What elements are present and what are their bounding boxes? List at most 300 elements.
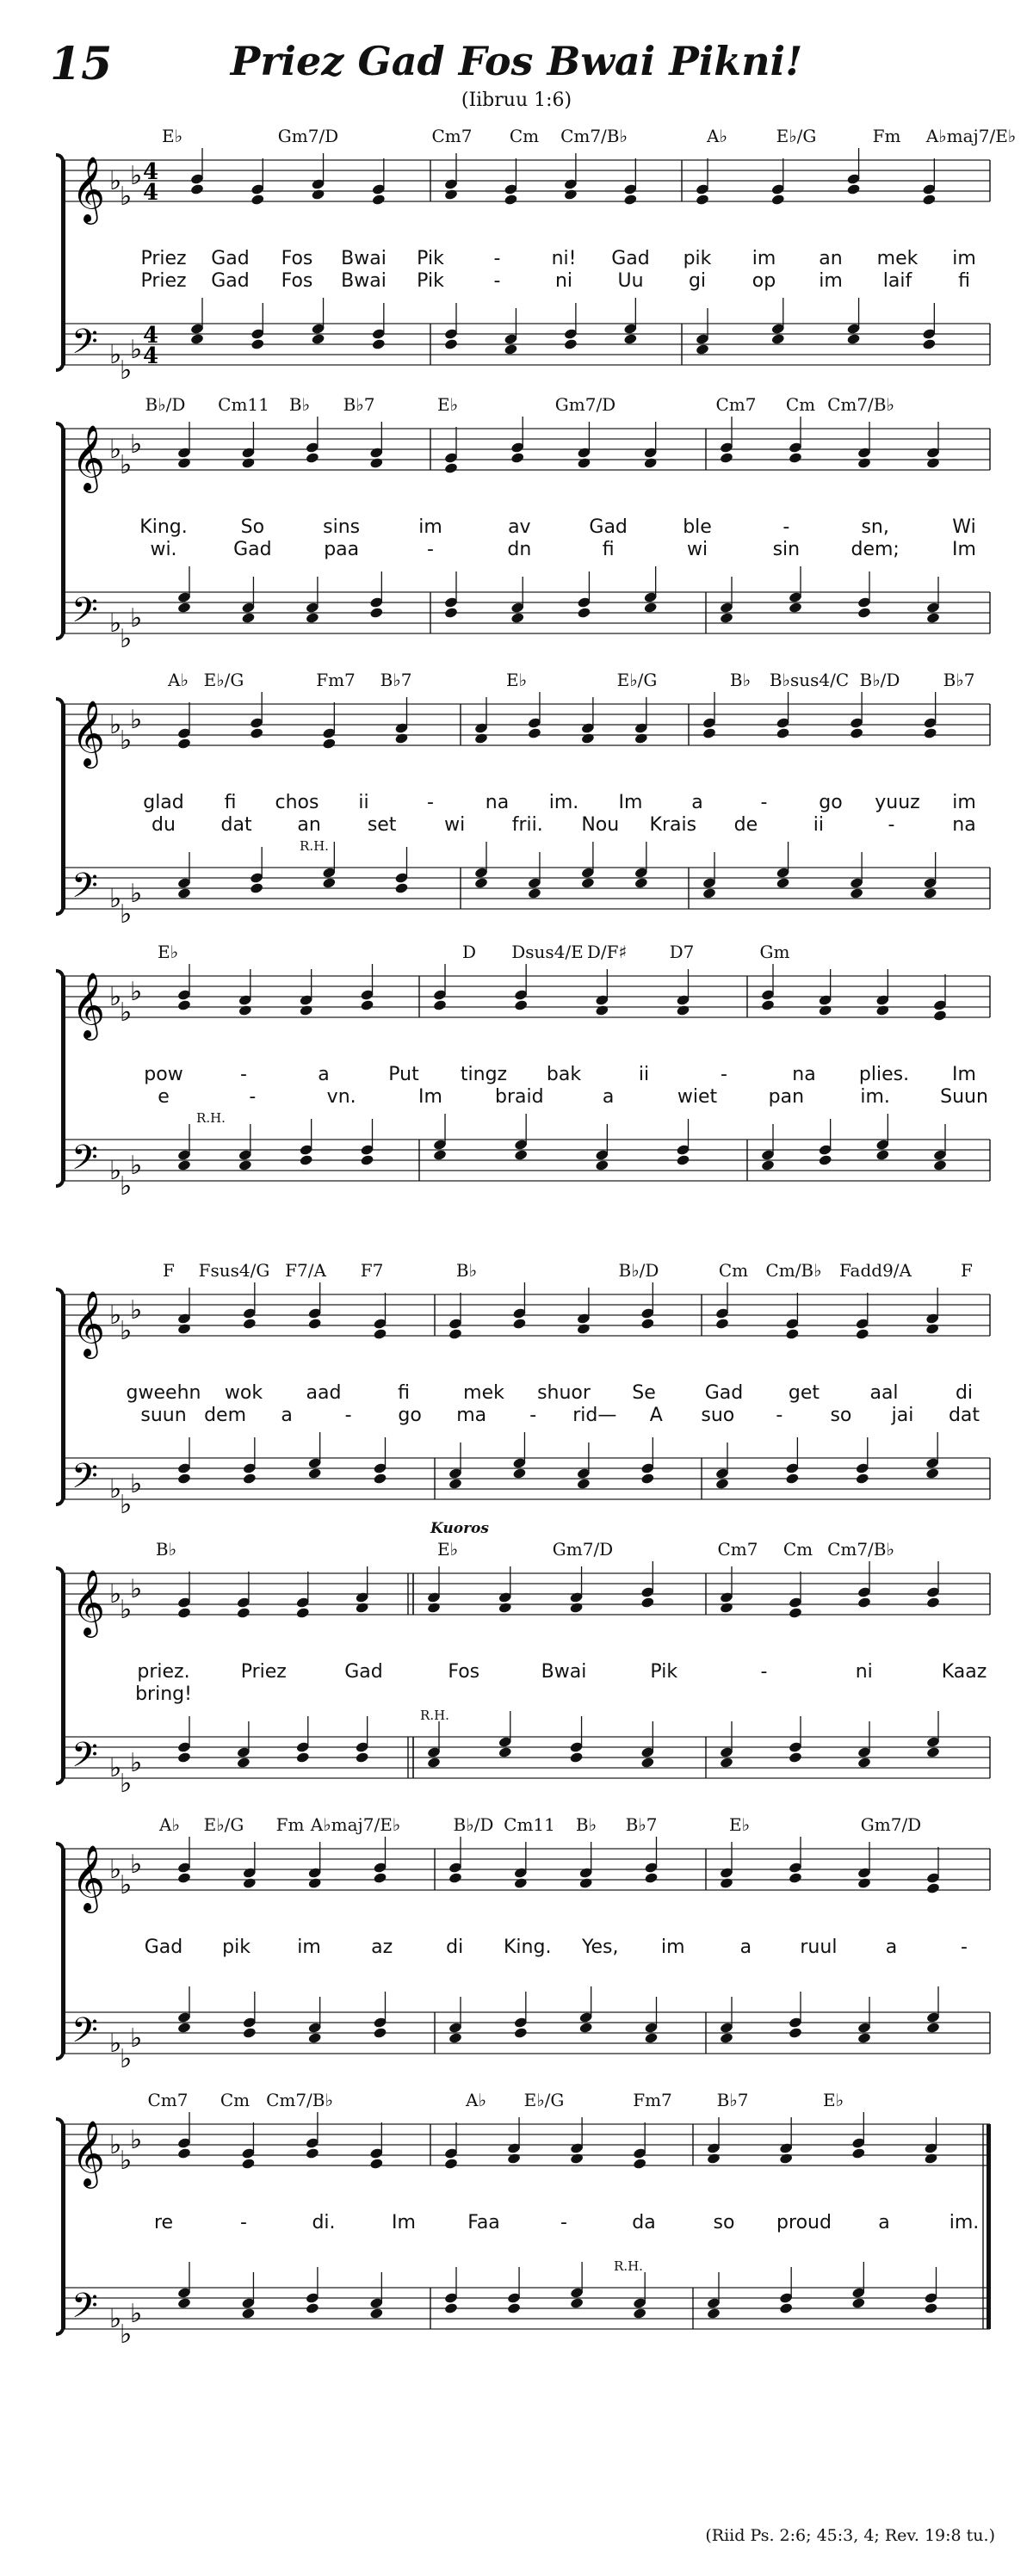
hymn-number: 15 xyxy=(50,38,113,90)
note-head xyxy=(177,602,192,614)
lyric-verse-2: wi xyxy=(686,539,708,560)
note-head xyxy=(322,877,337,889)
key-signature-flat: ♭ xyxy=(130,429,143,460)
note-head xyxy=(570,2297,585,2309)
note-head xyxy=(696,343,710,355)
chord-symbol: B♭/D xyxy=(145,394,186,415)
note-head xyxy=(369,457,384,469)
lyric-verse-1: wok xyxy=(224,1382,263,1404)
key-signature-flat: ♭ xyxy=(130,1151,143,1181)
lyric-verse-1: Se xyxy=(632,1382,656,1404)
note-head xyxy=(925,1467,940,1480)
note-head xyxy=(789,602,803,614)
score-system xyxy=(0,2090,1033,2351)
chord-symbol: Fsus4/G xyxy=(198,1260,270,1281)
note-head xyxy=(251,194,265,206)
note-head xyxy=(307,1467,322,1480)
right-hand-mark: R.H. xyxy=(420,1708,449,1723)
lyric-verse-1: aal xyxy=(869,1382,899,1404)
lyric-verse-1: - xyxy=(760,792,768,813)
score-system xyxy=(0,126,1033,387)
bass-clef: 𝄢 xyxy=(71,1138,98,1186)
note-head xyxy=(851,2147,866,2159)
key-signature-flat: ♭ xyxy=(120,450,133,480)
note-head xyxy=(857,1877,872,1889)
note-head xyxy=(926,1882,941,1894)
lyric-verse-1: ruul xyxy=(800,1937,838,1958)
chord-symbol: Cm7/B♭ xyxy=(560,126,628,146)
lyric-verse-1: Gad xyxy=(611,248,650,269)
chord-symbol: Cm7 xyxy=(717,1539,758,1560)
lyric-verse-1: priez. xyxy=(137,1661,190,1683)
lyric-verse-2: ni xyxy=(554,270,573,292)
chord-symbol: Fm7 xyxy=(633,2090,672,2110)
note-head xyxy=(676,1154,690,1166)
note-head xyxy=(307,1877,322,1889)
lyric-verse-1: So xyxy=(240,516,265,538)
key-signature-flat: ♭ xyxy=(109,2130,122,2160)
lyric-verse-1: pik xyxy=(683,248,712,269)
note-head xyxy=(634,732,649,744)
note-head xyxy=(394,882,409,894)
lyric-verse-2: so xyxy=(830,1405,852,1426)
lyric-verse-1: King. xyxy=(139,516,188,538)
note-head xyxy=(634,877,649,889)
chord-symbol: F xyxy=(163,1260,175,1281)
note-head xyxy=(243,2027,257,2039)
key-signature-flat: ♭ xyxy=(109,1753,122,1783)
note-head xyxy=(177,2297,192,2309)
chord-symbol: Fadd9/A xyxy=(839,1260,912,1281)
note-head xyxy=(498,1602,512,1614)
time-signature-bottom: 4 xyxy=(142,343,159,369)
lyric-verse-1: - xyxy=(427,792,434,813)
lyric-verse-1: a xyxy=(885,1937,898,1958)
lyric-verse-2: im xyxy=(819,270,843,292)
key-signature-flat: ♭ xyxy=(130,335,143,365)
lyric-verse-2: - xyxy=(776,1405,783,1426)
key-signature-flat: ♭ xyxy=(109,435,122,465)
chord-symbol: Cm xyxy=(718,1260,749,1281)
note-head xyxy=(926,612,941,624)
lyric-verse-2: vn. xyxy=(326,1086,356,1108)
lyric-verse-2: dem xyxy=(204,1405,246,1426)
note-head xyxy=(190,183,205,195)
lyric-verse-1: a xyxy=(878,2212,890,2233)
lyric-verse-1: sn, xyxy=(861,516,889,538)
note-head xyxy=(875,1149,890,1161)
note-head xyxy=(322,738,337,750)
key-signature-flat: ♭ xyxy=(130,1295,143,1325)
note-head xyxy=(720,452,734,464)
note-head xyxy=(643,602,658,614)
note-head xyxy=(926,1597,941,1609)
note-head xyxy=(595,1159,609,1171)
lyric-verse-2: - xyxy=(493,270,501,292)
note-head xyxy=(394,732,409,744)
lyric-verse-1: Gad xyxy=(589,516,628,538)
lyric-verse-1: ble xyxy=(683,516,712,538)
note-head xyxy=(720,1757,734,1769)
key-signature-flat: ♭ xyxy=(120,1769,133,1799)
lyric-verse-1: a xyxy=(739,1937,752,1958)
note-head xyxy=(427,1757,442,1769)
chord-symbol: F7/A xyxy=(285,1260,326,1281)
lyric-verse-2: Suun xyxy=(940,1086,988,1108)
lyric-verse-2: A xyxy=(649,1405,663,1426)
lyric-verse-2: Nou xyxy=(581,814,620,836)
lyric-verse-2: a xyxy=(602,1086,615,1108)
note-head xyxy=(922,194,937,206)
key-signature-flat: ♭ xyxy=(109,1579,122,1609)
note-head xyxy=(564,338,578,350)
chord-symbol: E♭ xyxy=(157,942,179,962)
note-head xyxy=(372,194,387,206)
treble-clef: 𝄞 xyxy=(71,424,106,491)
chord-symbol: F xyxy=(961,1260,973,1281)
note-head xyxy=(851,2297,866,2309)
lyric-verse-1: da xyxy=(632,2212,656,2233)
note-head xyxy=(923,887,937,899)
note-head xyxy=(360,999,374,1011)
lyric-verse-2: suun xyxy=(140,1405,187,1426)
note-head xyxy=(924,2302,938,2314)
lyric-verse-1: im. xyxy=(949,2212,980,2233)
treble-clef: 𝄞 xyxy=(71,2120,106,2186)
chord-symbol: Cm7 xyxy=(715,394,757,415)
chord-symbol: B♭/D xyxy=(618,1260,659,1281)
lyric-verse-1: fi xyxy=(224,792,237,813)
bass-clef: 𝄢 xyxy=(71,590,98,639)
key-signature-flat: ♭ xyxy=(130,1574,143,1604)
lyric-verse-2: - xyxy=(344,1405,352,1426)
note-head xyxy=(776,877,790,889)
note-head xyxy=(924,2153,938,2165)
chord-symbol: Cm7/B♭ xyxy=(827,394,894,415)
chord-symbol: E♭ xyxy=(505,670,528,690)
chord-symbol: Cm11 xyxy=(218,394,269,415)
note-head xyxy=(177,1323,192,1335)
hymn-header xyxy=(0,0,1033,112)
bass-clef: 𝄢 xyxy=(71,1456,98,1504)
note-head xyxy=(577,1323,591,1335)
note-head xyxy=(702,887,717,899)
key-signature-flat: ♭ xyxy=(130,161,143,191)
lyric-verse-2: dn xyxy=(507,539,532,560)
lyric-verse-2: Uu xyxy=(617,270,644,292)
note-head xyxy=(776,727,790,739)
note-head xyxy=(444,338,459,350)
chord-symbol: B♭ xyxy=(155,1539,177,1560)
key-signature-flat: ♭ xyxy=(120,998,133,1028)
note-head xyxy=(237,1607,251,1619)
lyric-verse-1: mek xyxy=(463,1382,504,1404)
lyric-verse-1: Priez xyxy=(140,248,187,269)
note-head xyxy=(373,1473,387,1485)
lyric-verse-1: - xyxy=(782,516,790,538)
note-head xyxy=(433,999,448,1011)
chord-symbol: Cm7 xyxy=(147,2090,189,2110)
key-signature-flat: ♭ xyxy=(120,2146,133,2176)
lyric-verse-1: - xyxy=(560,2212,567,2233)
note-head xyxy=(578,2022,593,2034)
key-signature-flat: ♭ xyxy=(120,355,133,386)
note-head xyxy=(306,2302,320,2314)
note-head xyxy=(504,194,518,206)
chord-symbol: A♭ xyxy=(159,1814,180,1835)
note-head xyxy=(514,2027,529,2039)
lyric-verse-1: ii xyxy=(638,1064,650,1085)
chord-symbol: Gm7/D xyxy=(554,394,616,415)
note-head xyxy=(707,2153,721,2165)
note-head xyxy=(818,1154,832,1166)
note-head xyxy=(427,1602,442,1614)
chord-symbol: B♭7 xyxy=(625,1814,658,1835)
note-head xyxy=(177,1872,192,1884)
lyric-verse-1: - xyxy=(493,248,501,269)
lyric-verse-1: im. xyxy=(548,792,579,813)
right-hand-mark: R.H. xyxy=(196,1110,226,1126)
note-head xyxy=(926,1746,941,1758)
note-head xyxy=(577,607,591,619)
lyric-verse-1: Wi xyxy=(952,516,976,538)
treble-clef: 𝄞 xyxy=(71,156,106,222)
lyric-verse-2: - xyxy=(529,1405,537,1426)
note-head xyxy=(569,1751,584,1764)
key-signature-flat: ♭ xyxy=(120,1316,133,1346)
note-head xyxy=(933,1010,948,1022)
note-head xyxy=(448,1478,463,1490)
chord-symbol: E♭ xyxy=(822,2090,844,2110)
chord-symbol: Cm xyxy=(785,394,816,415)
chord-symbol: Cm xyxy=(782,1539,813,1560)
chord-symbol: A♭ xyxy=(466,2090,486,2110)
note-head xyxy=(779,2302,794,2314)
treble-clef: 𝄞 xyxy=(71,972,106,1038)
scripture-reference: (Iibruu 1:6) xyxy=(461,90,572,111)
lyric-verse-1: - xyxy=(760,1661,768,1683)
note-head xyxy=(241,457,256,469)
lyric-verse-1: - xyxy=(961,1937,968,1958)
chord-symbol: D7 xyxy=(669,942,695,962)
lyric-verse-1: av xyxy=(508,516,531,538)
note-head xyxy=(633,2307,647,2320)
note-head xyxy=(444,188,459,201)
lyric-verse-1: Priez xyxy=(240,1661,287,1683)
note-head xyxy=(640,1597,655,1609)
note-head xyxy=(306,2147,320,2159)
lyric-verse-1: Bwai xyxy=(541,1661,587,1683)
note-head xyxy=(720,612,734,624)
chord-symbol: B♭ xyxy=(575,1814,597,1835)
note-head xyxy=(633,2158,647,2170)
note-head xyxy=(307,2032,322,2044)
note-head xyxy=(595,1004,609,1016)
hymn-title: Priez Gad Fos Bwai Pikni! xyxy=(230,38,803,84)
bass-clef: 𝄢 xyxy=(71,322,98,370)
key-signature-flat: ♭ xyxy=(130,977,143,1007)
lyric-verse-2: de xyxy=(733,814,758,836)
note-head xyxy=(715,1478,730,1490)
note-head xyxy=(510,452,525,464)
chord-symbol: A♭maj7/E♭ xyxy=(925,126,1017,146)
time-signature-bottom: 4 xyxy=(142,180,159,206)
note-head xyxy=(177,1607,192,1619)
note-head xyxy=(448,1328,463,1340)
key-signature-flat: ♭ xyxy=(120,726,133,756)
lyric-verse-2: op xyxy=(752,270,776,292)
lyric-verse-1: - xyxy=(721,1064,727,1085)
lyric-verse-1: Kaaz xyxy=(941,1661,987,1683)
chord-symbol: Cm7/B♭ xyxy=(266,2090,333,2110)
lyric-verse-1: glad xyxy=(143,792,184,813)
chord-symbol: Cm7/B♭ xyxy=(827,1539,894,1560)
chord-symbol: E♭ xyxy=(161,126,183,146)
note-head xyxy=(925,1323,940,1335)
note-head xyxy=(643,457,658,469)
note-head xyxy=(770,194,785,206)
key-signature-flat: ♭ xyxy=(109,166,122,196)
key-signature-flat: ♭ xyxy=(109,710,122,740)
note-head xyxy=(251,338,265,350)
score-system xyxy=(0,670,1033,931)
note-head xyxy=(846,333,861,345)
score-system xyxy=(0,1260,1033,1522)
note-head xyxy=(857,457,872,469)
lyric-verse-1: chos xyxy=(275,792,319,813)
treble-clef: 𝄞 xyxy=(71,1290,106,1356)
chord-symbol: A♭maj7/E♭ xyxy=(310,1814,401,1835)
lyric-verse-2: ii xyxy=(813,814,825,836)
key-signature-flat: ♭ xyxy=(130,2299,143,2329)
note-head xyxy=(306,612,320,624)
lyric-verse-2: wi. xyxy=(150,539,177,560)
key-signature-flat: ♭ xyxy=(130,1748,143,1778)
note-head xyxy=(702,727,717,739)
lyric-verse-1: gweehn xyxy=(126,1382,201,1404)
lyric-verse-1: go xyxy=(819,792,843,813)
chord-symbol: B♭/D xyxy=(453,1814,494,1835)
lyric-verse-2: paa xyxy=(324,539,360,560)
chord-symbol: Cm xyxy=(220,2090,251,2110)
note-head xyxy=(623,194,638,206)
chord-symbol: D/F♯ xyxy=(586,942,628,962)
key-signature-flat: ♭ xyxy=(120,2320,133,2350)
lyric-verse-2: Gad xyxy=(211,270,250,292)
note-head xyxy=(855,1328,869,1340)
chord-symbol: Cm xyxy=(509,126,540,146)
note-head xyxy=(306,452,320,464)
note-head xyxy=(512,1467,527,1480)
lyric-verse-1: re xyxy=(153,2212,174,2233)
note-head xyxy=(720,1877,734,1889)
lyric-verse-2: - xyxy=(249,1086,257,1108)
note-head xyxy=(177,999,192,1011)
lyric-verse-2: gi xyxy=(688,270,707,292)
chord-symbol: D xyxy=(461,942,477,962)
lyric-verse-2: braid xyxy=(495,1086,544,1108)
note-head xyxy=(190,333,205,345)
lyric-verse-1: - xyxy=(240,2212,247,2233)
key-signature-flat: ♭ xyxy=(130,2125,143,2155)
note-head xyxy=(373,2027,387,2039)
note-head xyxy=(507,2302,522,2314)
note-head xyxy=(369,2307,384,2320)
chord-symbol: F7 xyxy=(360,1260,384,1281)
note-head xyxy=(570,2153,585,2165)
note-head xyxy=(243,1877,257,1889)
key-signature-flat: ♭ xyxy=(130,1469,143,1499)
key-signature-flat: ♭ xyxy=(130,603,143,633)
lyric-verse-1: Im xyxy=(618,792,643,813)
lyric-verse-1: bak xyxy=(546,1064,582,1085)
key-signature-flat: ♭ xyxy=(109,1300,122,1331)
note-head xyxy=(577,1478,591,1490)
key-signature-flat: ♭ xyxy=(120,1490,133,1520)
note-head xyxy=(850,727,864,739)
chord-symbol: B♭7 xyxy=(380,670,412,690)
lyric-verse-1: a xyxy=(691,792,703,813)
lyric-verse-1: Yes, xyxy=(582,1937,619,1958)
note-head xyxy=(295,1607,310,1619)
note-head xyxy=(761,1159,776,1171)
lyric-verse-1: plies. xyxy=(858,1064,910,1085)
bass-clef: 𝄢 xyxy=(71,1735,98,1783)
lyric-verse-2: - xyxy=(888,814,895,836)
lyric-verse-1: Gad xyxy=(704,1382,744,1404)
lyric-verse-1: get xyxy=(788,1382,820,1404)
lyric-verse-1: na xyxy=(792,1064,816,1085)
note-head xyxy=(307,1318,322,1330)
treble-clef: 𝄞 xyxy=(71,1569,106,1635)
note-head xyxy=(250,882,264,894)
chord-symbol: Dsus4/E xyxy=(511,942,584,962)
bass-clef: 𝄢 xyxy=(71,866,98,914)
section-label: Kuoros xyxy=(430,1520,489,1537)
chord-symbol: E♭ xyxy=(728,1814,751,1835)
note-head xyxy=(311,333,325,345)
note-head xyxy=(237,1757,251,1769)
note-head xyxy=(369,2158,384,2170)
chord-symbol: Fm xyxy=(275,1814,305,1835)
lyric-verse-1: Fos xyxy=(281,248,313,269)
lyric-verse-2: wiet xyxy=(677,1086,718,1108)
lyric-verse-2: Priez xyxy=(140,270,187,292)
lyric-verse-1: Faa xyxy=(467,2212,500,2233)
chord-symbol: B♭7 xyxy=(943,670,975,690)
lyric-verse-1: Im xyxy=(392,2212,416,2233)
chord-symbol: Gm7/D xyxy=(860,1814,922,1835)
lyric-verse-2: Im xyxy=(952,539,976,560)
note-head xyxy=(177,457,192,469)
key-signature-flat: ♭ xyxy=(120,1595,133,1625)
note-head xyxy=(789,1751,803,1764)
chord-symbol: Gm xyxy=(759,942,790,962)
lyric-verse-2: ma xyxy=(456,1405,487,1426)
lyric-verse-1: im xyxy=(752,248,776,269)
note-head xyxy=(250,727,264,739)
note-head xyxy=(444,607,459,619)
note-head xyxy=(243,1318,257,1330)
lyric-verse-1: proud xyxy=(776,2212,832,2233)
note-head xyxy=(857,1597,872,1609)
lyric-verse-1: Gad xyxy=(144,1937,183,1958)
note-head xyxy=(926,2022,941,2034)
lyric-verse-1: Put xyxy=(388,1064,419,1085)
lyric-verse-1: di. xyxy=(312,2212,336,2233)
key-signature-flat: ♭ xyxy=(120,1870,133,1900)
note-head xyxy=(177,738,192,750)
